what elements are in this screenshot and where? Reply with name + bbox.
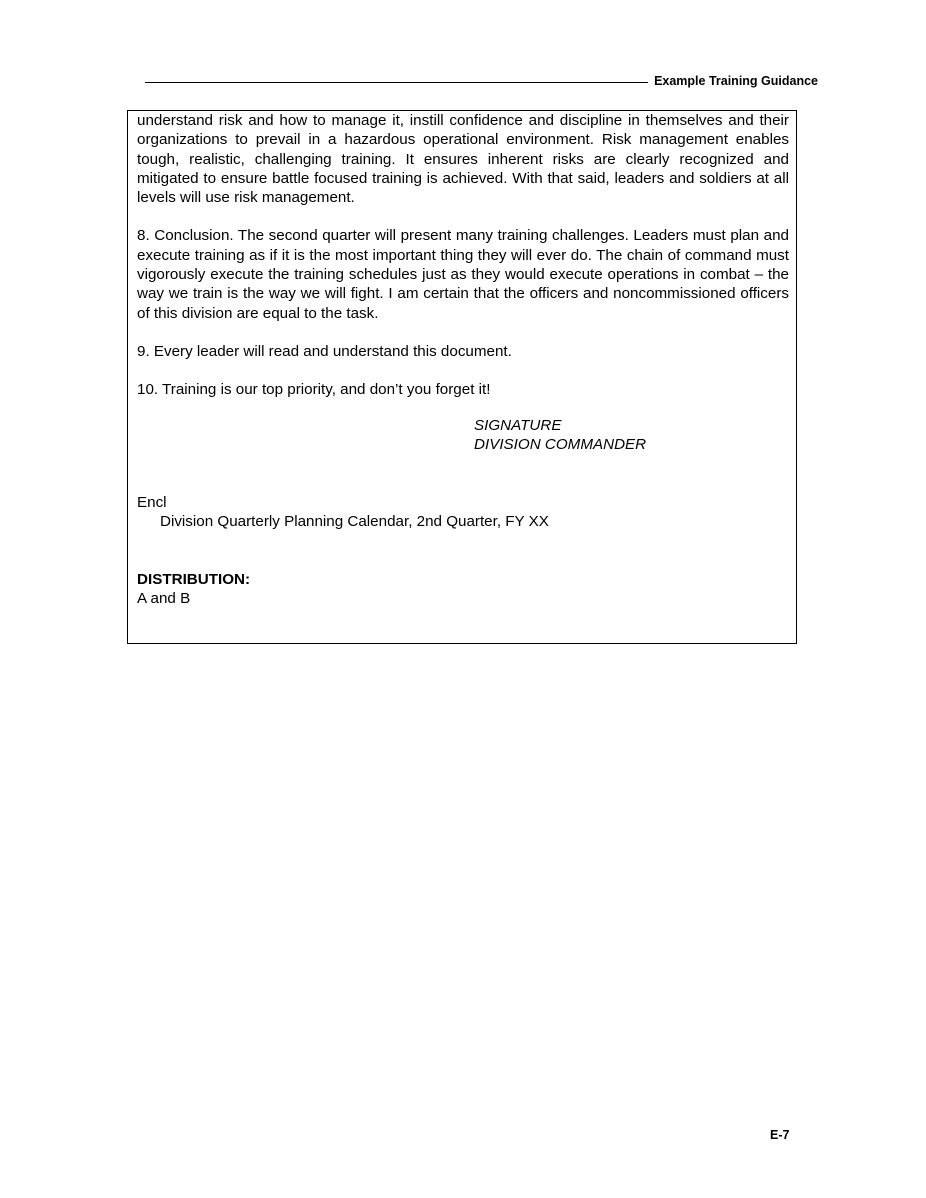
signature-title: DIVISION COMMANDER [474,436,647,454]
paragraph-conclusion: 8. Conclusion. The second quarter will present many training challenges. Leaders must plan and execute training as if it is the most important thing they will ever do. The chain of command must vigorously execute the training schedules just as they would execute operations in combat – the way we train is the way we will fight. I am certain that the officers and noncommissioned officers of this division are equal to the task. [137,227,789,322]
signature-line: SIGNATURE [474,417,562,434]
distribution-value: A and B [137,590,191,608]
enclosure-label: Encl [137,494,167,511]
document-box [127,110,797,644]
enclosure-block [137,493,549,532]
signature-block [474,416,646,455]
paragraph-top-priority: 10. Training is our top priority, and don’t you forget it! [137,381,491,399]
enclosure-item: Division Quarterly Planning Calendar, 2nd Quarter, FY XX [160,513,549,531]
page-number: E-7 [770,1128,790,1142]
header-title: Example Training Guidance [654,74,818,88]
header-rule [145,82,648,83]
distribution-block [137,570,250,609]
running-header [145,72,818,90]
paragraph-read-document: 9. Every leader will read and understand this document. [137,342,512,360]
paragraph-risk-management: understand risk and how to manage it, instill confidence and discipline in themselves and their organizations to prevail in a hazardous operational environment. Risk management enables tough, realistic, challenging training. It ensures inherent risks are clearly recognized and mitigated to ensure battle focused training is achieved. With that said, leaders and soldiers at all levels will use risk management. [137,112,789,207]
distribution-title: DISTRIBUTION: [137,571,251,588]
body-text [137,111,789,400]
